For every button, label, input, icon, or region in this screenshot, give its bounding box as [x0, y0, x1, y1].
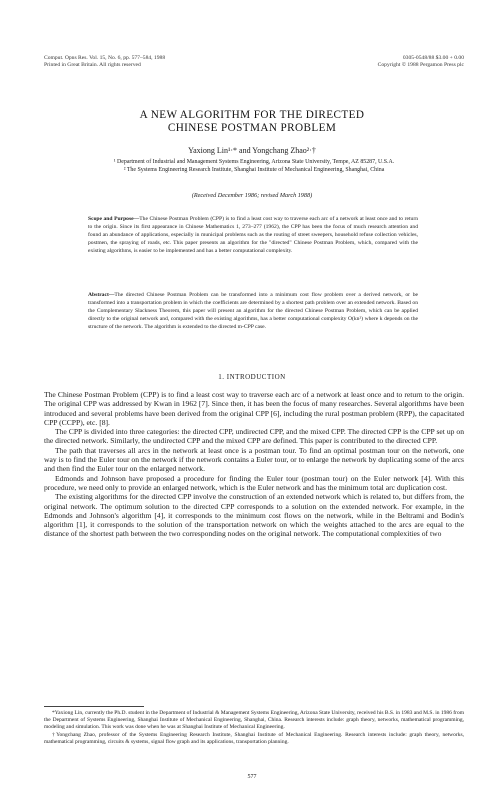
scope-and-purpose [88, 216, 418, 256]
running-header-right [378, 55, 464, 70]
copyright-notice: Copyright © 1988 Pergamon Press plc [377, 62, 464, 69]
running-header-left [44, 55, 165, 70]
affiliation-2: ² The Systems Engineering Research Institute, Shanghai Institute of Mechanical Engineering, Shanghai, China [123, 167, 385, 174]
footnotes [44, 710, 464, 746]
body-text [44, 390, 464, 539]
received-dates: (Received December 1986; revised March 1988) [191, 192, 313, 199]
body-paragraph: The CPP is divided into three categories: the directed CPP, undirected CPP, and the mixed CPP. The directed CPP is the CPP set up on the directed network. Similarly, the undirected CPP and the mixed CPP are defined. This paper is contributed to the directed CPP. [44, 427, 464, 446]
author-list: Yaxiong Lin¹·* and Yongchang Zhao²·† [188, 146, 316, 155]
abstract-lead: Abstract— [88, 292, 115, 298]
body-paragraph: The existing algorithms for the directed CPP involve the construction of an extended network which is related to, but differs from, the original network. The optimum solution to the directed CPP corresponds to a solution on the extended network. For example, in the Edmonds and Johnson's algorithm [4], it corresponds to the minimum cost flows on the network, while in the Beltrami and Bodin's algorithm [1], it corresponds to the solution of the transportation network on which the weights attached to the arcs are equal to the distance of the shortest path between the two corresponding nodes on the original network. The computational complexities of two [44, 492, 464, 539]
scope-lead: Scope and Purpose— [88, 216, 140, 222]
page-number: 577 [247, 774, 257, 780]
footnote-author-2: †Yongchang Zhao, professor of the Systems Engineering Research Institute, Shanghai Institute of Mechanical Engineering. Research interests include: graph theory, networks, mathematical programming, circuits & systems, signal flow graph and its applications, transportation planning. [44, 731, 464, 745]
footnote-rule [44, 706, 144, 707]
paper-title [40, 109, 464, 134]
abstract [88, 292, 418, 332]
abstract-text: The directed Chinese Postman Problem can be transformed into a minimum cost flow problem over a derived network, or be transformed into a transportation problem in which the coefficients are determined by a shortest path problem over an extended network. Based on the Complementary Slackness Theorem, this paper will present an algorithm for the directed Chinese Postman Problem, which can be applied directly to the original network and, compared with the existing algorithms, has a better computational complexity O(kn²) where k depends on the structure of the network. The algorithm is extended to the directed m-CPP case. [88, 292, 418, 330]
title-line-2: CHINESE POSTMAN PROBLEM [167, 121, 337, 134]
footnote-author-1: *Yaxiong Lin, currently the Ph.D. student in the Department of Industrial & Management Systems Engineering, Arizona State University, received his B.S. in 1983 and M.S. in 1986 from the Department of Systems Engineering, Shanghai Institute of Mechanical Engineering, Shanghai, China. Research interests include: graph theory, networks, mathematical programming, modeling and simulation. This work was done when he was at Shanghai Institute of Mechanical Engineering. [44, 710, 464, 731]
affiliations [44, 158, 464, 175]
title-line-1: A NEW ALGORITHM FOR THE DIRECTED [139, 109, 365, 121]
issn-price: 0305-0548/88 $3.00 + 0.00 [402, 55, 464, 61]
body-paragraph: Edmonds and Johnson have proposed a procedure for finding the Euler tour (postman tour) on the Euler network [4]. With this procedure, we need only to provide an enlarged network, which is the Euler network and has the minimum total arc duplication cost. [44, 473, 464, 492]
section-heading-introduction: 1. INTRODUCTION [218, 373, 286, 381]
printed-notice: Printed in Great Britain. All rights reserved [44, 62, 141, 69]
journal-citation: Comput. Opns Res. Vol. 15, No. 6, pp. 577–584, 1988 [44, 55, 166, 61]
body-paragraph: The Chinese Postman Problem (CPP) is to find a least cost way to traverse each arc of a network at least once and to return to the origin. The original CPP was addressed by Kwan in 1962 [7]. Since then, it has been the focus of many researches. Several algorithms have been introduced and several problems have been derived from the original CPP [6], including the rural postman problem (RPP), the capacitated CPP (CCPP), etc. [8]. [44, 390, 464, 427]
scope-text: The Chinese Postman Problem (CPP) is to find a least cost way to traverse each arc of a network at least once and to return to the origin. Since its first appearance in Chinese Mathematics 1, 273–277 (1962), the CPP has been the focus of much research attention and found an abundance of applications, especially in municipal problems such as the routing of street sweepers, household refuse collection vehicles, postmen, the spraying of roads, etc. This paper presents an algorithm for the "directed" Chinese Postman Problem, which, compared with the existing algorithms, is easier to be implemented and has a better computational complexity. [88, 216, 418, 254]
affiliation-1: ¹ Department of Industrial and Management Systems Engineering, Arizona State University, Tempe, AZ 85287, U.S.A. [113, 159, 395, 165]
body-paragraph: The path that traverses all arcs in the network at least once is a postman tour. To find an optimal postman tour on the network, one way is to find the Euler tour on the network if the network contains a Euler tour, or to enlarge the network by duplicating some of the arcs and then find the Euler tour on the enlarged network. [44, 445, 464, 474]
